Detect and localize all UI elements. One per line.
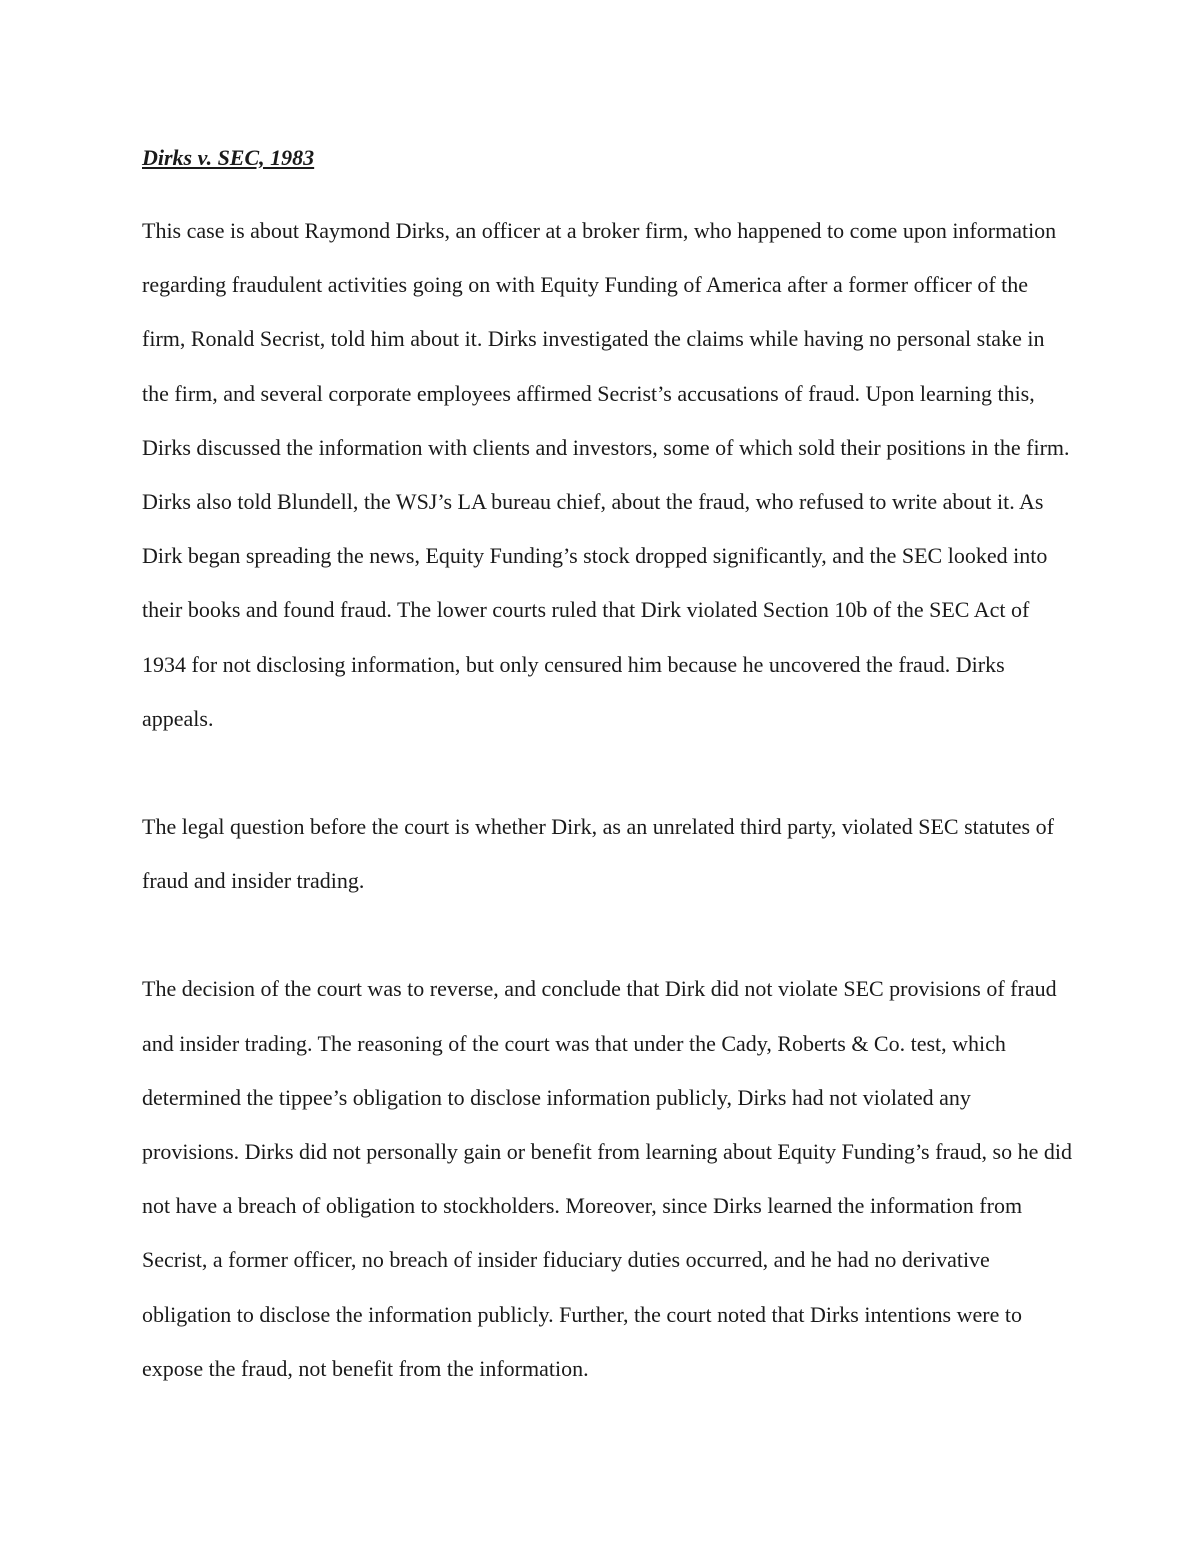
document-body	[142, 142, 1072, 1396]
paragraph-facts: This case is about Raymond Dirks, an officer at a broker firm, who happened to come upon information regarding fraudulent activities going on with Equity Funding of America after a former officer of the firm, Ronald Secrist, told him about it. Dirks investigated the claims while having no personal stake in the firm, and several corporate employees affirmed Secrist’s accusations of fraud. Upon learning this, Dirks discussed the information with clients and investors, some of which sold their positions in the firm. Dirks also told Blundell, the WSJ’s LA bureau chief, about the fraud, who refused to write about it. As Dirk began spreading the news, Equity Funding’s stock dropped significantly, and the SEC looked into their books and found fraud. The lower courts ruled that Dirk violated Section 10b of the SEC Act of 1934 for not disclosing information, but only censured him because he uncovered the fraud. Dirks appeals.	[142, 218, 1070, 731]
document-title: Dirks v. SEC, 1983	[142, 145, 315, 170]
paragraph-decision: The decision of the court was to reverse, and conclude that Dirk did not violate SEC provisions of fraud and insider trading. The reasoning of the court was that under the Cady, Roberts & Co. test, which determined the tippee’s obligation to disclose information publicly, Dirks had not violated any provisions. Dirks did not personally gain or benefit from learning about Equity Funding’s fraud, so he did not have a breach of obligation to stockholders. Moreover, since Dirks learned the information from Secrist, a former officer, no breach of insider fiduciary duties occurred, and he had no derivative obligation to disclose the information publicly. Further, the court noted that Dirks intentions were to expose the fraud, not benefit from the information.	[142, 976, 1072, 1381]
paragraph-legal-question: The legal question before the court is whether Dirk, as an unrelated third party, violated SEC statutes of fraud and insider trading.	[142, 814, 1054, 894]
